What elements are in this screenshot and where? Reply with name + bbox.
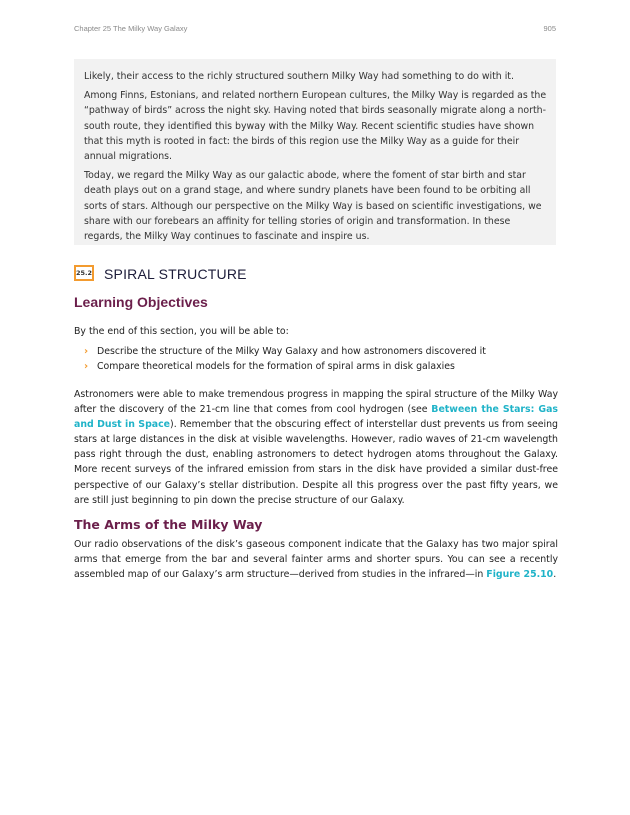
body-paragraph xyxy=(74,537,558,582)
body-paragraph xyxy=(74,387,558,508)
running-header xyxy=(74,24,556,36)
learning-objectives-intro: By the end of this section, you will be able to: xyxy=(74,326,289,337)
learning-objectives-list xyxy=(84,344,486,374)
callout-paragraph: Likely, their access to the richly structured southern Milky Way had something to do with it. xyxy=(84,71,514,82)
figure-link[interactable]: Figure 25.10 xyxy=(486,569,554,581)
callout-paragraph: Among Finns, Estonians, and related northern European cultures, the Milky Way is regarded as the “pathway of birds” across the night sky. Having noted that birds seasonally migrate along a north-south route, they identified this byway with the Milky Way. Recent scientific studies have shown that this myth is rooted in fact: the birds of this region use the Milky Way as a guide for their annual migrations. xyxy=(84,90,547,163)
chevron-right-icon: › xyxy=(84,361,89,372)
list-item xyxy=(84,359,486,374)
objective-text: Compare theoretical models for the formation of spiral arms in disk galaxies xyxy=(97,361,455,372)
body-text: ). Remember that the obscuring effect of interstellar dust prevents us from seeing stars at large distances in the disk at visible wavelengths. However, radio waves of 21-cm wavelength pass right through the dust, enabling astronomers to detect hydrogen atoms throughout the Galaxy. More recent surveys of the infrared emission from stars in the disk have provided a similar dust-free perspective of our Galaxy’s stellar distribution. Despite all this progress over the past fifty years, we are still just beginning to pin down the precise structure of our Galaxy. xyxy=(74,419,558,506)
chapter-title: Chapter 25 The Milky Way Galaxy xyxy=(74,24,188,33)
section-title: SPIRAL STRUCTURE xyxy=(104,266,247,282)
body-text: Our radio observations of the disk’s gaseous component indicate that the Galaxy has two major spiral arms that emerge from the bar and several fainter arms and shorter spurs. You can see a recently assembled map of our Galaxy’s arm structure—derived from studies in the infrared—in xyxy=(74,539,558,581)
callout-box xyxy=(74,59,556,245)
section-number-badge: 25.2 xyxy=(74,265,94,281)
callout-paragraph: Today, we regard the Milky Way as our galactic abode, where the foment of star birth and star death plays out on a grand stage, and where sundry planets have been found to be orbiting all sorts of stars. Although our perspective on the Milky Way is based on scientific investigations, we share with our forebears an affinity for telling stories of origin and transformation. In these regards, the Milky Way continues to fascinate and inspire us. xyxy=(84,170,542,243)
page-number: 905 xyxy=(543,24,556,33)
list-item xyxy=(84,344,486,359)
body-text: . xyxy=(553,569,557,581)
objective-text: Describe the structure of the Milky Way Galaxy and how astronomers discovered it xyxy=(97,346,486,357)
cross-reference-link[interactable]: Between the Stars: Gas and Dust in Space xyxy=(74,404,558,431)
body-text: Astronomers were able to make tremendous progress in mapping the spiral structure of the Milky Way after the discovery of the 21-cm line that comes from cool hydrogen (see xyxy=(74,389,558,416)
subsection-title: The Arms of the Milky Way xyxy=(74,517,263,532)
chevron-right-icon: › xyxy=(84,346,89,357)
learning-objectives-title: Learning Objectives xyxy=(74,294,208,310)
